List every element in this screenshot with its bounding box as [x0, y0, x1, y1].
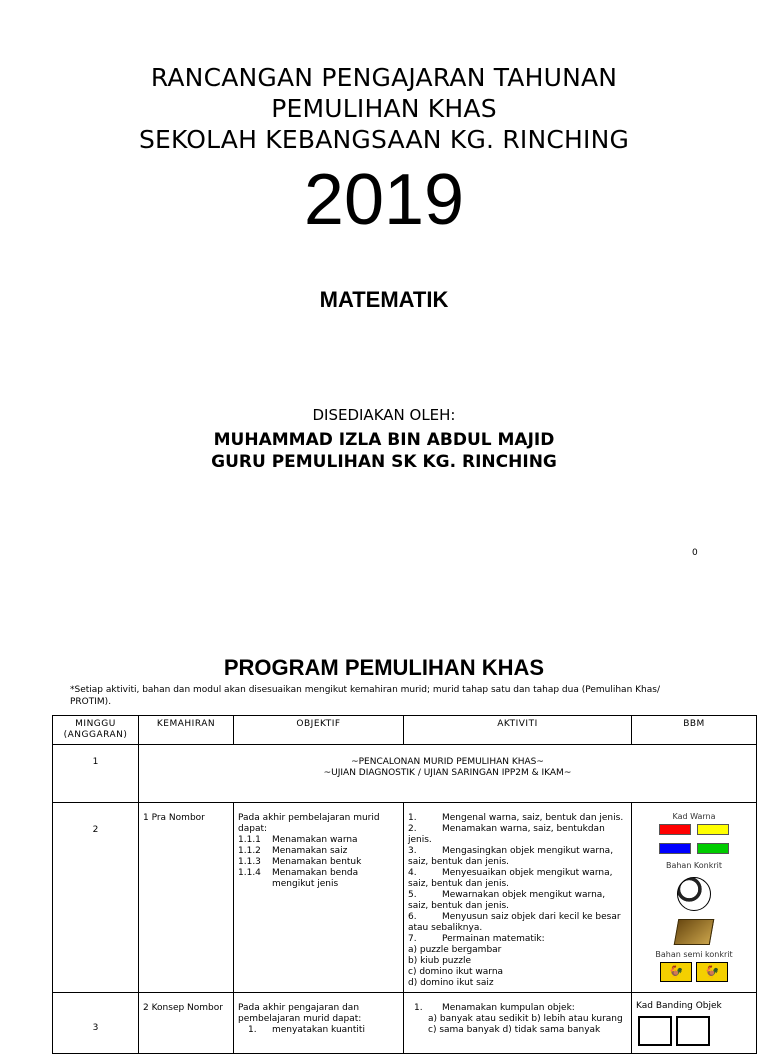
table-row — [53, 803, 757, 993]
color-swatch-green — [697, 843, 729, 854]
activity-item: 2. Menamakan warna, saiz, bentukdan jenis. — [408, 824, 605, 845]
activity-cell — [404, 803, 632, 993]
author-name: MUHAMMAD IZLA BIN ABDUL MAJID — [213, 430, 555, 450]
game-item: b) kiub puzzle — [408, 956, 471, 966]
bbm-label-color-card: Kad Warna — [672, 812, 716, 821]
header-skill: KEMAHIRAN — [139, 716, 234, 745]
objective-cell — [234, 993, 404, 1054]
doc-title-line2: PEMULIHAN KHAS — [271, 94, 497, 123]
header-week: MINGGU (ANGGARAN) — [53, 716, 139, 745]
rooster-icon: 🐓 — [660, 962, 692, 982]
activity-item: 1. Menamakan kumpulan objek: — [414, 1003, 575, 1013]
rooster-cards — [636, 960, 752, 984]
bbm-cell — [632, 993, 757, 1054]
program-title: PROGRAM PEMULIHAN KHAS — [223, 655, 545, 680]
table-header-row — [53, 716, 757, 745]
rooster-icon: 🐓 — [696, 962, 728, 982]
prepared-by-label: DISEDIAKAN OLEH: — [312, 406, 456, 424]
doc-title-line3: SEKOLAH KEBANGSAAN KG. RINCHING — [138, 125, 630, 154]
book-icon — [674, 919, 715, 945]
game-item: a) puzzle bergambar — [408, 945, 502, 955]
bbm-cell — [632, 803, 757, 993]
bbm-label-compare-card: Kad Banding Objek — [636, 1001, 722, 1011]
game-item: d) domino ikut saiz — [408, 978, 494, 988]
activity-cell — [404, 993, 632, 1054]
color-swatches — [636, 822, 752, 860]
assessment-line1: ~PENCALONAN MURID PEMULIHAN KHAS~ — [351, 757, 544, 767]
week-cell: 2 — [53, 803, 139, 993]
activity-item: 5. Mewarnakan objek mengikut warna, saiz, bentuk dan jenis. — [408, 890, 606, 911]
activity-item: 7. Permainan matematik: — [408, 934, 545, 944]
skill-cell: 2 Konsep Nombor — [139, 993, 234, 1054]
color-swatch-yellow — [697, 824, 729, 835]
week-cell: 1 — [53, 745, 139, 803]
objective-intro: Pada akhir pengajaran dan pembelajaran murid dapat: — [238, 1003, 362, 1024]
objective-item: 1.1.1 Menamakan warna — [238, 835, 358, 845]
header-activity: AKTIVITI — [404, 716, 632, 745]
doc-subject: MATEMATIK — [319, 287, 449, 312]
assessment-cell — [139, 745, 757, 803]
table-row — [53, 993, 757, 1054]
objective-item: 1.1.4 Menamakan benda mengikut jenis — [238, 868, 359, 889]
activity-item: 6. Menyusun saiz objek dari kecil ke besar atau sebaliknya. — [408, 912, 621, 933]
objective-item: 1.1.3 Menamakan bentuk — [238, 857, 362, 867]
doc-title-line1: RANCANGAN PENGAJARAN TAHUNAN — [150, 63, 618, 92]
page-number: 0 — [692, 548, 698, 558]
activity-subitem: c) sama banyak d) tidak sama banyak — [428, 1025, 601, 1035]
objective-cell — [234, 803, 404, 993]
activity-item: 4. Menyesuaikan objek mengikut warna, saiz, bentuk dan jenis. — [408, 868, 613, 889]
bbm-label-semi-concrete: Bahan semi konkrit — [655, 950, 733, 959]
color-swatch-blue — [659, 843, 691, 854]
compare-card-box — [638, 1016, 672, 1046]
color-swatch-red — [659, 824, 691, 835]
activity-subitem: a) banyak atau sedikit b) lebih atau kurang — [428, 1014, 623, 1024]
program-note: *Setiap aktiviti, bahan dan modul akan disesuaikan mengikut kemahiran murid; murid tahap satu dan tahap dua (Pemulihan Khas/ PROTIM). — [70, 685, 660, 707]
week-cell: 3 — [53, 993, 139, 1054]
header-objective: OBJEKTIF — [234, 716, 404, 745]
soccer-ball-icon — [677, 877, 711, 911]
skill-cell: 1 Pra Nombor — [139, 803, 234, 993]
doc-year: 2019 — [303, 160, 465, 240]
activity-item: 1. Mengenal warna, saiz, bentuk dan jenis. — [408, 813, 624, 823]
compare-card-box — [676, 1016, 710, 1046]
table-row — [53, 745, 757, 803]
objective-item: 1.1.2 Menamakan saiz — [238, 846, 348, 856]
assessment-line2: ~UJIAN DIAGNOSTIK / UJIAN SARINGAN IPP2M & IKAM~ — [323, 768, 572, 778]
author-role: GURU PEMULIHAN SK KG. RINCHING — [211, 452, 557, 472]
game-item: c) domino ikut warna — [408, 967, 504, 977]
bbm-label-concrete: Bahan Konkrit — [665, 861, 723, 870]
objective-item: 1. menyatakan kuantiti — [248, 1025, 365, 1035]
lesson-plan-table — [52, 715, 757, 1054]
objective-intro: Pada akhir pembelajaran murid dapat: — [238, 813, 380, 834]
activity-item: 3. Mengasingkan objek mengikut warna, saiz, bentuk dan jenis. — [408, 846, 614, 867]
header-bbm: BBM — [632, 716, 757, 745]
